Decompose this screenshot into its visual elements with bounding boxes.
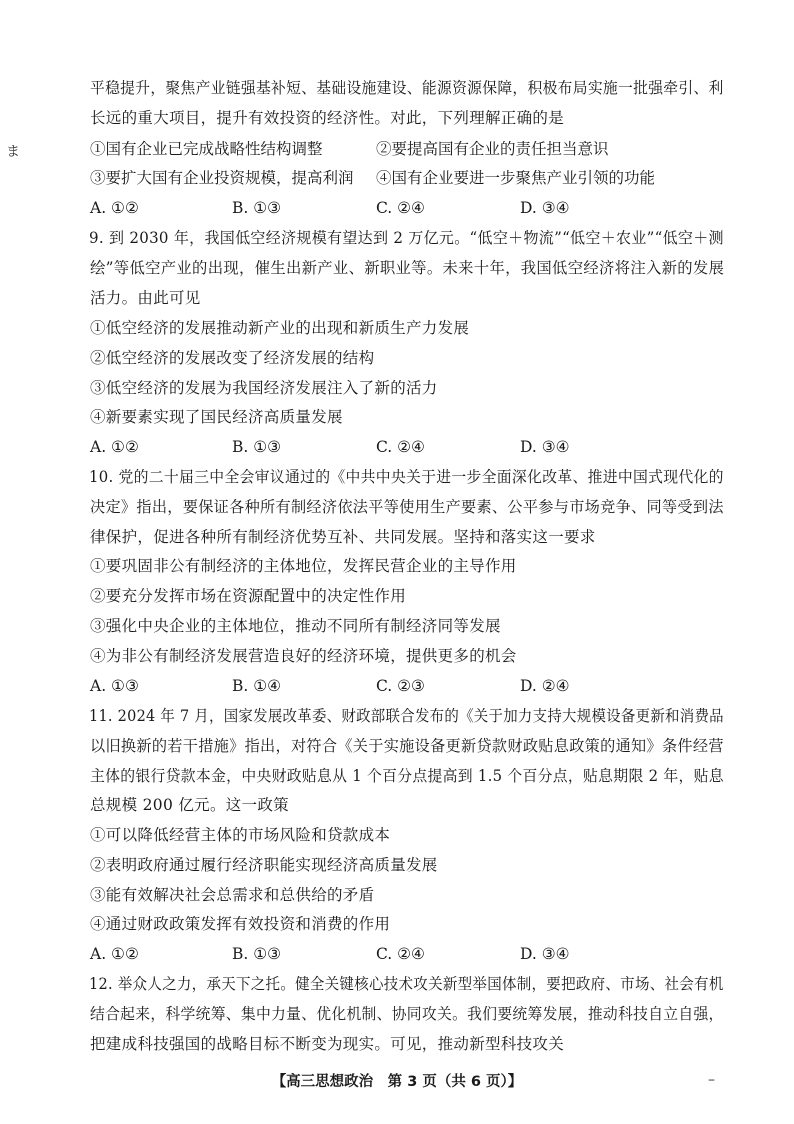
q8-stem-line2: 长远的重大项目，提升有效投资的经济性。对此，下列理解正确的是	[90, 109, 565, 127]
q8-statement-2: ②要提高国有企业的责任担当意识	[376, 140, 609, 158]
q12-stem-line2: 结合起来，科学统筹、集中力量、优化机制、协同攻关。我们要统筹发展，推动科技自立自强，	[90, 1005, 724, 1023]
q11-choice-c[interactable]: C. ②④	[376, 945, 425, 963]
q10-statement-3: ③强化中央企业的主体地位，推动不同所有制经济同等发展	[90, 617, 501, 635]
q9-statement-1: ①低空经济的发展推动新产业的出现和新质生产力发展	[90, 319, 470, 337]
q11-statement-4: ④通过财政政策发挥有效投资和消费的作用	[90, 915, 391, 933]
q8-stem-line1: 平稳提升，聚焦产业链强基补短、基础设施建设、能源资源保障，积极布局实施一批强牵引、利	[90, 79, 724, 97]
q10-statement-2: ②要充分发挥市场在资源配置中的决定性作用	[90, 587, 407, 605]
q11-choice-a[interactable]: A. ①②	[90, 945, 139, 963]
q11-statement-3: ③能有效解决社会总需求和总供给的矛盾	[90, 886, 375, 904]
q11-stem-line4: 总规模 200 亿元。这一政策	[90, 796, 289, 814]
q10-statement-4: ④为非公有制经济发展营造良好的经济环境，提供更多的机会	[90, 647, 517, 665]
q8-choice-d[interactable]: D. ③④	[520, 199, 570, 217]
q9-choice-b[interactable]: B. ①③	[232, 438, 282, 456]
q9-stem-line1: 9. 到 2030 年，我国低空经济规模有望达到 2 万亿元。“低空＋物流”“低空＋农业”“低空＋测	[89, 229, 724, 247]
q9-choice-a[interactable]: A. ①②	[90, 438, 139, 456]
q8-choice-a[interactable]: A. ①②	[90, 199, 139, 217]
q9-statement-4: ④新要素实现了国民经济高质量发展	[90, 408, 343, 426]
q10-stem-line3: 律保护，促进各种所有制经济优势互补、共同发展。坚持和落实这一要求	[90, 528, 596, 546]
q9-stem-line2: 绘”等低空产业的出现，催生出新产业、新职业等。未来十年，我国低空经济将注入新的发展	[90, 259, 725, 277]
q8-statement-1: ①国有企业已完成战略性结构调整	[90, 140, 323, 158]
q10-choice-d[interactable]: D. ②④	[520, 677, 570, 695]
q10-choice-b[interactable]: B. ①④	[232, 677, 282, 695]
q8-statement-4: ④国有企业要进一步聚焦产业引领的功能	[376, 169, 656, 187]
q9-stem-line3: 活力。由此可见	[90, 289, 201, 307]
q11-statement-2: ②表明政府通过履行经济职能实现经济高质量发展	[90, 856, 438, 874]
q8-choice-c[interactable]: C. ②④	[376, 199, 425, 217]
page-footer: 【高三思想政治 第 3 页（共 6 页）】	[271, 1074, 523, 1090]
q11-stem-line2: 以旧换新的若干措施》指出，对符合《关于实施设备更新贷款财政贴息政策的通知》条件经营	[90, 737, 724, 755]
q10-stem-line1: 10. 党的二十届三中全会审议通过的《中共中央关于进一步全面深化改革、推进中国式现代化的	[89, 468, 724, 486]
q10-choice-a[interactable]: A. ①③	[90, 677, 139, 695]
q10-stem-line2: 决定》指出，要保证各种所有制经济依法平等使用生产要素、公平参与市场竞争、同等受到法	[90, 498, 724, 516]
footer-dash-mark: –	[708, 1072, 715, 1088]
q12-stem-line1: 12. 举众人之力，承天下之托。健全关键核心技术攻关新型举国体制，要把政府、市场、社会有机	[89, 975, 724, 993]
q11-choice-b[interactable]: B. ①③	[232, 945, 282, 963]
q9-choice-c[interactable]: C. ②④	[376, 438, 425, 456]
binding-margin-mark: ま	[6, 144, 20, 160]
q9-statement-2: ②低空经济的发展改变了经济发展的结构	[90, 349, 375, 367]
q11-statement-1: ①可以降低经营主体的市场风险和贷款成本	[90, 826, 391, 844]
q10-statement-1: ①要巩固非公有制经济的主体地位，发挥民营企业的主导作用	[90, 557, 517, 575]
q9-choice-d[interactable]: D. ③④	[520, 438, 570, 456]
q11-stem-line1: 11. 2024 年 7 月，国家发展改革委、财政部联合发布的《关于加力支持大规模设备更新和消费品	[89, 707, 724, 725]
q11-stem-line3: 主体的银行贷款本金，中央财政贴息从 1 个百分点提高到 1.5 个百分点，贴息期限 2 年，贴息	[90, 767, 724, 785]
q11-choice-d[interactable]: D. ③④	[520, 945, 570, 963]
q12-stem-line3: 把建成科技强国的战略目标不断变为现实。可见，推动新型科技攻关	[90, 1035, 565, 1053]
q8-choice-b[interactable]: B. ①③	[232, 199, 282, 217]
q10-choice-c[interactable]: C. ②③	[376, 677, 425, 695]
q8-statement-3: ③要扩大国有企业投资规模，提高利润	[90, 169, 354, 187]
q9-statement-3: ③低空经济的发展为我国经济发展注入了新的活力	[90, 379, 438, 397]
